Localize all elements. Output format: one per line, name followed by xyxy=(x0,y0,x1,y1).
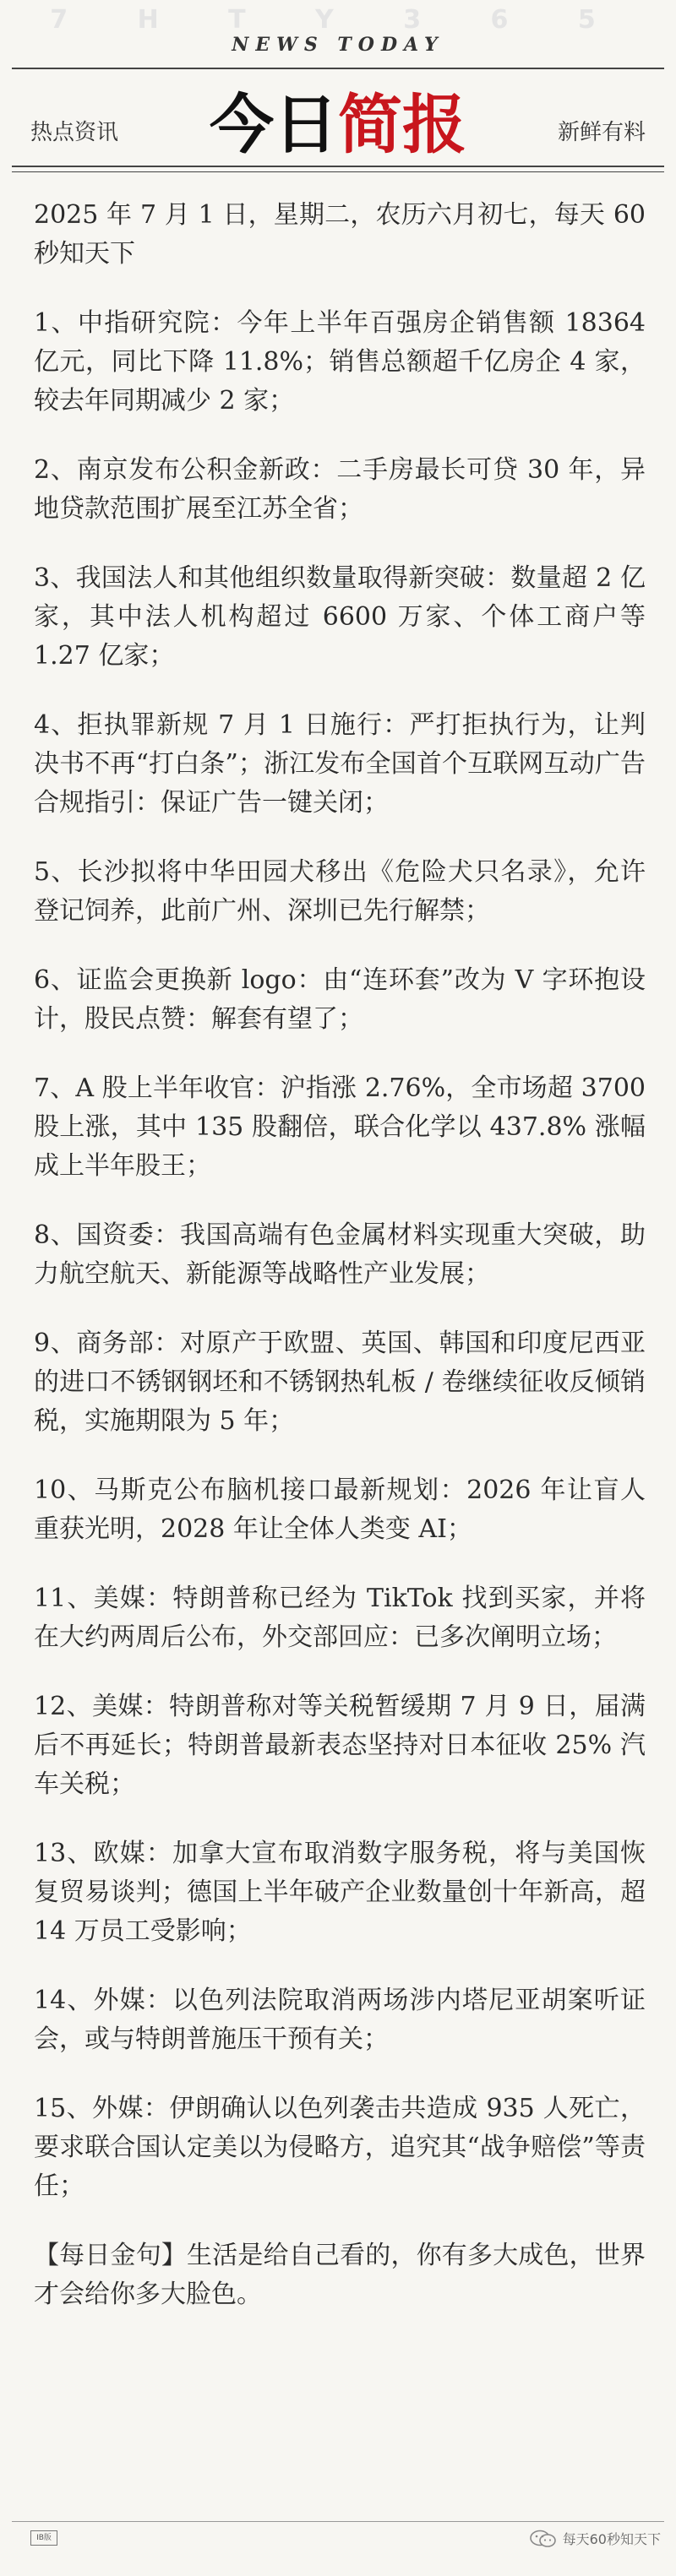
news-item: 8、国资委：我国高端有色金属材料实现重大突破，助力航空航天、新能源等战略性产业发展； xyxy=(34,1220,646,1289)
hot-news-label: 热点资讯 xyxy=(30,120,119,145)
news-item: 12、美媒：特朗普称对等关税暂缓期 7 月 9 日，届满后不再延长；特朗普最新表态坚持对日本征收 25% 汽车关税； xyxy=(34,1692,646,1799)
footer-brand-text: 每天60秒知天下 xyxy=(562,2531,661,2547)
masthead-top-rule xyxy=(12,68,664,69)
news-item: 14、外媒：以色列法院取消两场涉内塔尼亚胡案听证会，或与特朗普施压干预有关； xyxy=(34,1986,646,2054)
fresh-news-label: 新鲜有料 xyxy=(557,120,646,145)
masthead-bottom-rule xyxy=(12,166,664,167)
news-item: 2、南京发布公积金新政：二手房最长可贷 30 年，异地贷款范围扩展至江苏全省； xyxy=(34,455,646,524)
daily-quote-text: 生活是给自己看的，你有多大成色，世界才会给你多大脸色。 xyxy=(34,2241,646,2309)
news-item: 6、证监会更换新 logo：由“连环套”改为 V 字环抱设计，股民点赞：解套有望了； xyxy=(34,965,646,1034)
title-briefing: 简报 xyxy=(338,87,466,162)
news-item: 10、马斯克公布脑机接口最新规划：2026 年让盲人重获光明，2028 年让全体人类变 AI； xyxy=(34,1475,646,1544)
news-content xyxy=(34,196,646,2345)
wechat-icon xyxy=(529,2530,558,2548)
footer-logo: IB版 xyxy=(30,2530,57,2546)
date-line: 2025 年 7 月 1 日，星期二，农历六月初七，每天 60 秒知天下 xyxy=(34,200,646,269)
masthead-watermark: 7 H T Y 3 6 5 xyxy=(50,5,626,35)
news-item: 7、A 股上半年收官：沪指涨 2.76%，全市场超 3700 股上涨，其中 135 股翻倍，联合化学以 437.8% 涨幅成上半年股王； xyxy=(34,1073,646,1181)
daily-quote-tag: 【每日金句】 xyxy=(34,2241,188,2270)
news-item: 5、长沙拟将中华田园犬移出《危险犬只名录》，允许登记饲养，此前广州、深圳已先行解禁； xyxy=(34,857,646,926)
daily-quote xyxy=(34,2236,646,2314)
news-item: 1、中指研究院：今年上半年百强房企销售额 18364 亿元，同比下降 11.8%；销售总额超千亿房企 4 家，较去年同期减少 2 家； xyxy=(34,308,646,416)
footer-rule xyxy=(12,2521,664,2522)
footer-brand xyxy=(529,2529,661,2548)
masthead xyxy=(0,0,676,184)
news-item: 9、商务部：对原产于欧盟、英国、韩国和印度尼西亚的进口不锈钢钢坯和不锈钢热轧板 / 卷继续征收反倾销税，实施期限为 5 年； xyxy=(34,1329,646,1436)
news-item: 4、拒执罪新规 7 月 1 日施行：严打拒执行为，让判决书不再“打白条”；浙江发布全国首个互联网互动广告合规指引：保证广告一键关闭； xyxy=(34,710,646,818)
news-item: 13、欧媒：加拿大宣布取消数字服务税，将与美国恢复贸易谈判；德国上半年破产企业数量创十年新高，超 14 万员工受影响； xyxy=(34,1839,646,1946)
masthead-bottom-rule-thin xyxy=(12,171,664,172)
news-today-tagline: NEWS TODAY xyxy=(232,34,444,56)
news-item: 11、美媒：特朗普称已经为 TikTok 找到买家，并将在大约两周后公布，外交部回应：已多次阐明立场； xyxy=(34,1584,646,1652)
news-item: 15、外媒：伊朗确认以色列袭击共造成 935 人死亡，要求联合国认定美以为侵略方，追究其“战争赔偿”等责任； xyxy=(34,2094,646,2201)
news-item: 3、我国法人和其他组织数量取得新突破：数量超 2 亿家，其中法人机构超过 6600 万家、个体工商户等1.27 亿家； xyxy=(34,563,646,671)
title-today: 今日 xyxy=(210,87,338,162)
